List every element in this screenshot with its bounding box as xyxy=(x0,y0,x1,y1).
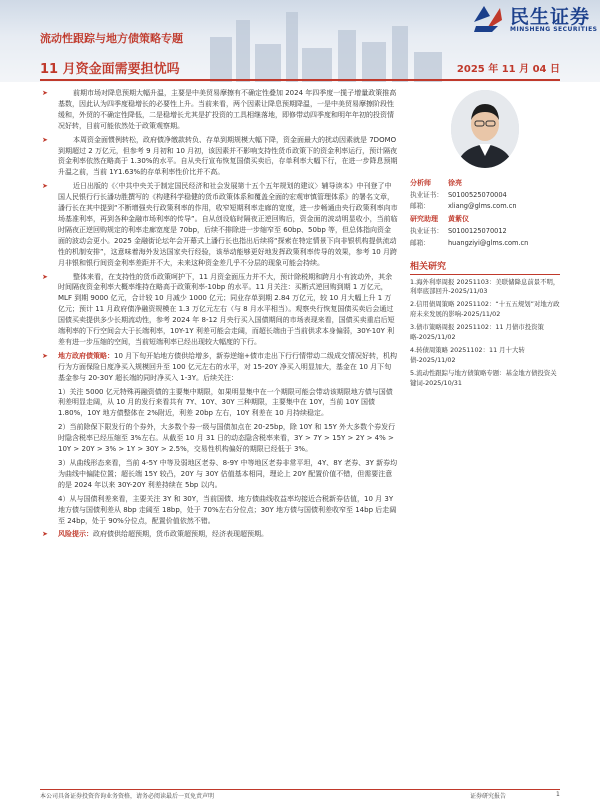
related-item[interactable]: 2.信用债周策略 20251102：“十五五规划”对地方政府未来发展的影响-2025/11/02 xyxy=(410,300,560,319)
arrow-bullet-icon: ➤ xyxy=(42,351,48,360)
body-paragraph: ➤ 本周资金面惯例转松，政府债净缴款转负、存单到期规模大幅下降，资金面最大的扰动因素就是 7DOMO 到期超过 2 万亿元，但参考 9 月初和 10 月初，该因素并不影响支持性货币政策下的资金利率运行，预计隔夜资金利率依然在略高于 1.30%的水平。自从央行宣布恢复国债买卖后，存单利率大幅下行，在进一步降息预期升温之前，当前 1Y1.63%的存单利率性价比并不高。 xyxy=(42,135,398,177)
arrow-bullet-icon: ➤ xyxy=(42,272,48,281)
person-icon xyxy=(451,90,519,168)
logo-mark-icon xyxy=(470,2,506,36)
header-banner xyxy=(0,0,600,82)
body-paragraph: 4）从与国债利差来看，主要关注 3Y 和 30Y，当前国债、地方债曲线收益率均接近合税新券估值，10 月 3Y 地方债与国债利差从 8bp 走阔至 18bp，处于 70%左右分位点；30Y 地方债与国债利差收窄至 14bp 后走阔至 24bp，处于 90%分位点，配置价值依然不错。 xyxy=(58,494,397,525)
related-item[interactable]: 1.海外利率周报 20251103：美联储降息前景不明，利率底部回升-2025/11/03 xyxy=(410,277,560,296)
logo-subtitle: MINSHENG SECURITIES xyxy=(510,26,598,33)
skyline-building xyxy=(362,42,386,82)
assistant-cert: S0100125070012 xyxy=(448,226,507,235)
related-research-title: 相关研究 xyxy=(410,259,560,275)
body-paragraph: ➤ 前期市场对降息预期大幅升温，主要是中美贸易摩擦有不确定性叠加 2024 年四季度一揽子增量政策推高基数，因此认为四季度稳增长的必要性上升。当前来看，两个因素让降息预期降温，一是中美贸易摩擦阶段性缓和，外贸的不确定性降低，二是稳增长尤其是扩投资的工具相继落地，即修带动四季度和明年年初的投资情况好转，目前可能依然处于政策观察期。 xyxy=(42,89,397,130)
body-paragraph: ➤ 整体来看，在支持性的货币政策呵护下，11 月资金面压力并不大，预计除税期和跨月小有波动外，其余时间隔夜资金利率大概率维持在略高于政策利率-10bp 的水平。11 月关注：买断式逆回购到期 1 万亿元，MLF 到期 9000 亿元，合计较 10 月减少 1000 亿元；同业存单到期 2.84 万亿元，较 10 月大幅上升 1 万亿元；预计 11 月政府债净融资规模在 1.3 万亿元左右（与 8 月水平相当）。观察央行恢复国债买卖后会通过国债买卖提供多少长期流动性，参考 2024 年 8-12 月央行买入国债期间的市场表现来看，国债买卖重启后短端利率的下行空间会大于长端利率，10Y-1Y 利差可能会走阔，而超长端由于当前供求本身偏弱，30Y-10Y 利差有进一步压缩的空间，当前短端利率已经出现较大幅度的下行。 xyxy=(42,272,395,346)
analyst-email[interactable]: xliang@glms.com.cn xyxy=(448,202,517,211)
skyline-building xyxy=(255,44,281,82)
arrow-bullet-icon: ➤ xyxy=(42,530,48,539)
arrow-bullet-icon: ➤ xyxy=(42,135,48,144)
assistant-email[interactable]: huangziyi@glms.com.cn xyxy=(448,238,529,247)
skyline-building xyxy=(338,30,356,82)
sidebar xyxy=(410,90,560,389)
report-title: 11 月资金面需要担忧吗 xyxy=(40,62,180,77)
analyst-role: 分析师 xyxy=(410,179,431,187)
analyst-name: 徐亮 xyxy=(448,179,462,187)
body-paragraph: ➤ 地方政府债策略：10 月下旬开始地方债供给增多，新券逆缩+债市走出下行行情带动二级成交情况好转，机构行为方面保险日度净买入规模回升至 100 亿元左右的水平，对 15-20Y 净买入明显加大，基金在 10 月下旬基金参与 20-30Y 超长端的同时净买入 1-3Y。后续关注： xyxy=(42,351,397,382)
logo-text: 民生证券 xyxy=(510,6,591,28)
analyst-cert-row: 执业证书： S0100525070004 xyxy=(410,190,507,199)
assistant-cert-row: 执业证书： S0100125070012 xyxy=(410,226,507,235)
skyline-building xyxy=(286,12,298,82)
assistant-email-row: 邮箱： huangziyi@glms.com.cn xyxy=(410,238,529,247)
assistant-row xyxy=(410,214,560,225)
risk-label: 风险提示： xyxy=(58,530,93,539)
skyline-building xyxy=(392,26,408,82)
header-rule xyxy=(40,79,560,81)
report-body xyxy=(42,88,398,543)
analyst-row xyxy=(410,178,560,189)
body-paragraph: ➤ 近日出版的《〈中共中央关于制定国民经济和社会发展第十五个五年规划的建议〉辅导读本》中刊登了中国人民银行行长潘功胜撰写的《构建科学稳健的货币政策体系和覆盖全面的宏观审慎管理体系》的署名文章，潘行长在其中提到“不断增强央行政策利率的作用，收窄短期利率走廊的宽度，进一步畅通由央行政策利率向市场基准利率，再到各种金融市场利率的传导”。自从创设临时隔夜正逆回购后，资金面的波动明显收小，当前临时隔夜正逆回购规定的利率走廊宽度是 70bp，后续不排除进一步缩窄至 60bp、50bp 等，但总体指向资金面的波动会更小。2025 金融街论坛年会开幕式上潘行长也指出后续将“探索在特定情景下向非银机构提供流动性的机制安排”，这意味着海外发达国家央行经验，该举动能够更好地发挥政策利率传导的效果，参考 10 月跨月非银和银行间资金利率差距并不大，未来这种资金差几乎不分层的现象可能会持续。 xyxy=(42,182,398,267)
section-label: 地方政府债策略： xyxy=(58,351,114,360)
related-item[interactable]: 5.流动性跟踪与地方债策略专题：基金地方债投资关键词-2025/10/31 xyxy=(410,368,557,387)
analyst-cert: S0100525070004 xyxy=(448,190,507,199)
series-title: 流动性跟踪与地方债策略专题 xyxy=(40,32,183,45)
analyst-photo xyxy=(451,90,519,168)
related-item[interactable]: 3.债市策略周报 20251102：11 月债市投资策略-2025/11/02 xyxy=(410,323,544,342)
body-paragraph: 1）关注 5000 亿元特殊再融资债的主要集中期限，如果明显集中在一个期限可能会带动该期限地方债与国债利差明显走阔，从 10 月的发行来看共有 7Y、10Y、30Y 三种期限，主要集中在 10Y，当前 10Y 国债 1.80%，10Y 地方债整体在 2%附近，利差 20bp 左右，10Y 利差在 10 月持续稳定。 xyxy=(58,387,393,418)
footer-disclaimer: 本公司具备证券投资咨询业务资格，请务必阅读最后一页免责声明 xyxy=(40,793,215,800)
company-logo xyxy=(470,2,600,36)
assistant-name: 黄紫仪 xyxy=(448,215,469,224)
analyst-email-row: 邮箱： xliang@glms.com.cn xyxy=(410,202,517,211)
skyline-building xyxy=(236,20,250,82)
related-item[interactable]: 4.转债周策略 20251102：11 月十大转债-2025/11/02 xyxy=(410,346,525,365)
risk-paragraph: ➤ 风险提示：政府债供给超预期，货币政策超预期，经济表现超预期。 xyxy=(42,530,268,539)
report-date: 2025 年 11 月 04 日 xyxy=(456,64,560,75)
arrow-bullet-icon: ➤ xyxy=(42,182,48,191)
skyline-building xyxy=(210,37,232,82)
skyline-building xyxy=(414,52,442,82)
arrow-bullet-icon: ➤ xyxy=(42,89,48,97)
page-number: 1 xyxy=(556,791,560,798)
body-paragraph: 3）从曲线形态来看，当前 4-5Y 中等及弱地区老券、8-9Y 中等地区老券非常平坦，4Y、8Y 老券、3Y 新券均为曲线中偏陡位置；超长端 15Y 较凸，20Y 与 30Y 估值基本相同，理论上 20Y 配置价值不错，但需要注意的是 2024 年以来 30Y-20Y 利差持续在 5bp 以内。 xyxy=(58,459,398,489)
body-paragraph: 2）当前除保下限发行的个券外，大多数个券一级与国债加点在 20-25bp，除 10Y 和 15Y 外大多数个券发行时隐含税率已经压缩至 3%左右。从截至 10 月 31 日的动态隐含税率来看，3Y > 7Y > 15Y > 2Y > 4% > 10Y > 20Y > 3% > 1Y > 30Y > 2.5%，交易性机构偏好的期限已经低于 3%。 xyxy=(58,423,396,454)
footer-rule xyxy=(40,789,560,790)
footer-label: 证券研究报告 xyxy=(470,793,507,800)
assistant-role: 研究助理 xyxy=(410,215,438,224)
skyline-building xyxy=(302,48,332,82)
